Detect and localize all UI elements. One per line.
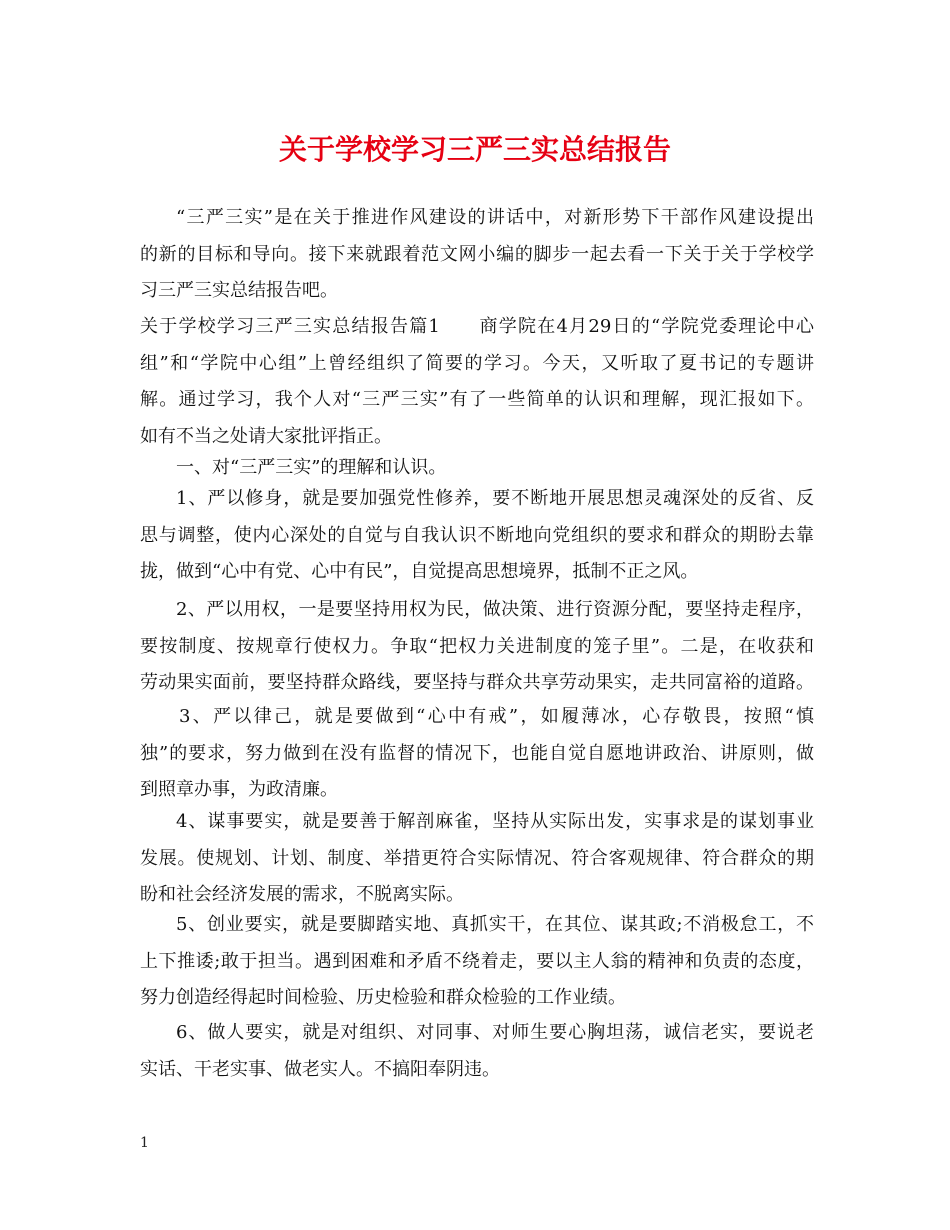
text-line: 关于学校学习三严三实总结报告篇1 商学院在4月29日的“学院党委理论中心 <box>140 316 814 337</box>
document-title: 关于学校学习三严三实总结报告 <box>278 133 671 166</box>
text-line: 5、创业要实，就是要脚踏实地、真抓实干，在其位、谋其政;不消极怠工，不 <box>176 914 814 935</box>
text-line: 独”的要求，努力做到在没有监督的情况下，也能自觉自愿地讲政治、讲原则，做 <box>140 742 814 764</box>
text-line: 1、严以修身，就是要加强党性修养，要不断地开展思想灵魂深处的反省、反 <box>176 488 814 509</box>
text-line: 到照章办事，为政清廉。 <box>140 779 338 800</box>
text-line: 要按制度、按规章行使权力。争取“把权力关进制度的笼子里”。二是，在收获和 <box>140 635 814 657</box>
text-line: 努力创造经得起时间检验、历史检验和群众检验的工作业绩。 <box>140 987 626 1008</box>
paragraph-item-1 <box>140 481 814 591</box>
text-line: 思与调整，使内心深处的自觉与自我认识不断地向党组织的要求和群众的期盼去靠 <box>140 524 814 546</box>
text-line: 解。通过学习，我个人对“三严三实”有了一些简单的认识和理解，现汇报如下。 <box>140 389 814 410</box>
text-line: 3、严以律己，就是要做到“心中有戒”，如履薄冰，心存敬畏，按照“慎 <box>179 706 814 727</box>
paragraph-item-4 <box>140 804 814 914</box>
paragraph-item-2 <box>140 592 814 702</box>
text-line: 6、做人要实，就是对组织、对同事、对师生要心胸坦荡，诚信老实，要说老 <box>176 1022 814 1043</box>
text-line: 发展。使规划、计划、制度、举措更符合实际情况、符合客观规律、符合群众的期 <box>140 847 814 869</box>
paragraph-item-5 <box>140 907 814 1017</box>
text-line: 4、谋事要实，就是要善于解剖麻雀，坚持从实际出发，实事求是的谋划事业 <box>176 811 814 832</box>
page-number: 1 <box>140 1135 149 1151</box>
text-line: 盼和社会经济发展的需求，不脱离实际。 <box>140 884 464 905</box>
text-line: 如有不当之处请大家批评指正。 <box>140 425 392 447</box>
text-line: 的新的目标和导向。接下来就跟着范文网小编的脚步一起去看一下关于关于学校学 <box>140 243 814 265</box>
text-line: 实话、干老实事、做老实人。不搞阳奉阴违。 <box>140 1058 500 1080</box>
text-line: 组”和“学院中心组”上曾经组织了简要的学习。今天，又听取了夏书记的专题讲 <box>140 352 814 374</box>
text-line: 一、对“三严三实”的理解和认识。 <box>176 457 447 478</box>
paragraph-report-opening <box>140 309 814 455</box>
text-line: 劳动果实面前，要坚持群众路线，要坚持与群众共享劳动果实，走共同富裕的道路。 <box>140 672 814 693</box>
text-line: “三严三实”是在关于推进作风建设的讲话中，对新形势下干部作风建设提出 <box>176 207 814 228</box>
paragraph-item-3 <box>140 699 814 809</box>
paragraph-item-6 <box>140 1015 814 1088</box>
text-line: 2、严以用权，一是要坚持用权为民，做决策、进行资源分配，要坚持走程序， <box>176 599 814 620</box>
paragraph-intro <box>140 200 814 310</box>
text-line: 拢，做到“心中有党、心中有民”，自觉提高思想境界，抵制不正之风。 <box>140 561 699 582</box>
text-line: 上下推诿;敢于担当。遇到困难和矛盾不绕着走，要以主人翁的精神和负责的态度， <box>140 950 814 972</box>
text-line: 习三严三实总结报告吧。 <box>140 280 338 301</box>
